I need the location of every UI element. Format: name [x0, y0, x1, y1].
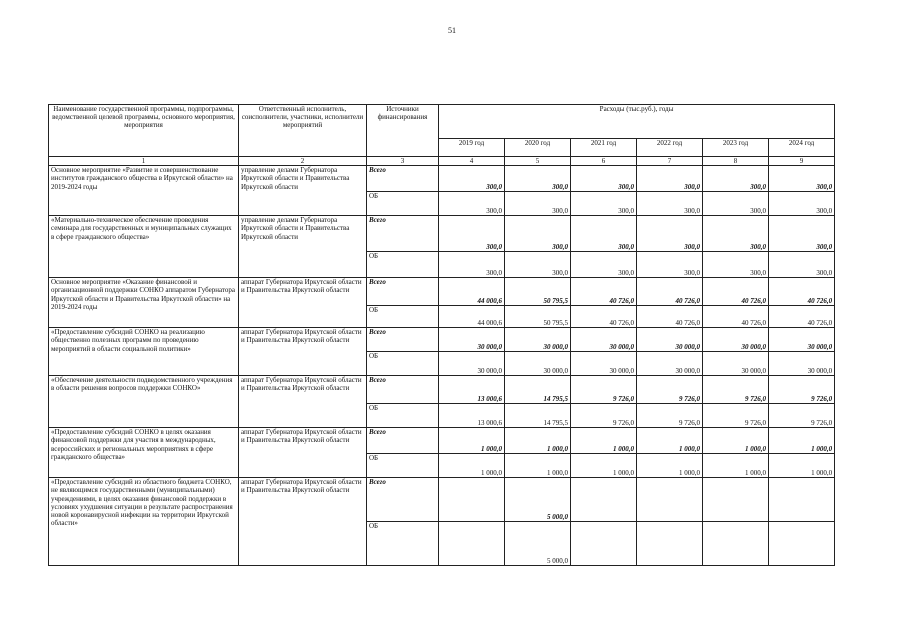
source-ob-label: ОБ [367, 306, 439, 328]
total-amount-cell: 40 726,0 [769, 278, 835, 306]
header-year: 2022 год [637, 139, 703, 157]
total-amount-cell: 50 795,5 [505, 278, 571, 306]
ob-amount-cell: 30 000,0 [505, 352, 571, 376]
table-row [49, 428, 835, 454]
total-amount-cell: 40 726,0 [571, 278, 637, 306]
total-amount-cell: 30 000,0 [703, 328, 769, 352]
measure-name: «Обеспечение деятельности подведомственного учреждения в области решения вопросов поддержки СОНКО» [49, 376, 239, 428]
ob-amount-cell: 30 000,0 [571, 352, 637, 376]
total-amount-cell [439, 478, 505, 522]
column-index: 8 [703, 157, 769, 166]
column-index: 9 [769, 157, 835, 166]
ob-amount-cell: 300,0 [769, 192, 835, 216]
total-amount-cell: 30 000,0 [571, 328, 637, 352]
ob-amount-cell: 300,0 [703, 252, 769, 278]
ob-amount-cell: 40 726,0 [769, 306, 835, 328]
ob-amount-cell: 1 000,0 [637, 454, 703, 478]
total-amount-cell: 300,0 [571, 166, 637, 192]
header-executor: Ответственный исполнитель, соисполнители, участники, исполнители мероприятий [239, 105, 367, 157]
total-amount-cell: 44 000,6 [439, 278, 505, 306]
total-amount-cell: 300,0 [637, 166, 703, 192]
source-ob-label: ОБ [367, 192, 439, 216]
source-total-label: Всего [367, 328, 439, 352]
executor-name: аппарат Губернатора Иркутской области и Правительства Иркутской области [239, 376, 367, 428]
ob-amount-cell: 30 000,0 [637, 352, 703, 376]
source-ob-label: ОБ [367, 454, 439, 478]
ob-amount-cell: 1 000,0 [439, 454, 505, 478]
ob-amount-cell: 300,0 [505, 252, 571, 278]
total-amount-cell: 300,0 [439, 166, 505, 192]
column-index: 4 [439, 157, 505, 166]
ob-amount-cell: 40 726,0 [637, 306, 703, 328]
table-row [49, 478, 835, 522]
ob-amount-cell: 1 000,0 [505, 454, 571, 478]
budget-table [48, 104, 835, 566]
ob-amount-cell: 9 726,0 [637, 404, 703, 428]
total-amount-cell: 1 000,0 [703, 428, 769, 454]
ob-amount-cell: 300,0 [439, 192, 505, 216]
table-row [49, 216, 835, 252]
ob-amount-cell: 300,0 [769, 252, 835, 278]
column-index: 1 [49, 157, 239, 166]
column-index: 7 [637, 157, 703, 166]
header-expenses: Расходы (тыс.руб.), годы [439, 105, 835, 139]
total-amount-cell: 30 000,0 [439, 328, 505, 352]
total-amount-cell: 1 000,0 [571, 428, 637, 454]
measure-name: «Предоставление субсидий СОНКО на реализацию общественно полезных программ по проведению мероприятий в области социальной политики» [49, 328, 239, 376]
total-amount-cell [637, 478, 703, 522]
ob-amount-cell: 9 726,0 [769, 404, 835, 428]
total-amount-cell: 9 726,0 [571, 376, 637, 404]
measure-name: «Материально-техническое обеспечение проведения семинара для государственных и муниципальных служащих в сфере гражданского общества» [49, 216, 239, 278]
ob-amount-cell: 300,0 [703, 192, 769, 216]
ob-amount-cell: 14 795,5 [505, 404, 571, 428]
ob-amount-cell: 40 726,0 [703, 306, 769, 328]
total-amount-cell: 40 726,0 [703, 278, 769, 306]
header-year: 2020 год [505, 139, 571, 157]
ob-amount-cell: 300,0 [637, 192, 703, 216]
ob-amount-cell [769, 522, 835, 566]
total-amount-cell: 1 000,0 [769, 428, 835, 454]
source-total-label: Всего [367, 428, 439, 454]
ob-amount-cell: 44 000,6 [439, 306, 505, 328]
total-amount-cell [769, 478, 835, 522]
header-year: 2021 год [571, 139, 637, 157]
header-name: Наименование государственной программы, подпрограммы, ведомственной целевой программы, основного мероприятия, мероприятия [49, 105, 239, 157]
header-year: 2023 год [703, 139, 769, 157]
total-amount-cell: 300,0 [703, 166, 769, 192]
source-total-label: Всего [367, 278, 439, 306]
table-row [49, 376, 835, 404]
table-row [49, 328, 835, 352]
executor-name: аппарат Губернатора Иркутской области и Правительства Иркутской области [239, 328, 367, 376]
total-amount-cell: 5 000,0 [505, 478, 571, 522]
ob-amount-cell [571, 522, 637, 566]
column-index: 3 [367, 157, 439, 166]
total-amount-cell: 1 000,0 [439, 428, 505, 454]
total-amount-cell: 30 000,0 [769, 328, 835, 352]
source-ob-label: ОБ [367, 352, 439, 376]
ob-amount-cell [439, 522, 505, 566]
header-source: Источники финансирования [367, 105, 439, 157]
ob-amount-cell [637, 522, 703, 566]
total-amount-cell [571, 478, 637, 522]
executor-name: аппарат Губернатора Иркутской области и Правительства Иркутской области [239, 278, 367, 328]
ob-amount-cell: 30 000,0 [769, 352, 835, 376]
total-amount-cell: 9 726,0 [637, 376, 703, 404]
header-year: 2019 год [439, 139, 505, 157]
ob-amount-cell [703, 522, 769, 566]
header-year: 2024 год [769, 139, 835, 157]
total-amount-cell: 13 000,6 [439, 376, 505, 404]
source-ob-label: ОБ [367, 404, 439, 428]
ob-amount-cell: 5 000,0 [505, 522, 571, 566]
page-number: 51 [448, 26, 456, 35]
total-amount-cell: 300,0 [439, 216, 505, 252]
ob-amount-cell: 40 726,0 [571, 306, 637, 328]
total-amount-cell: 40 726,0 [637, 278, 703, 306]
ob-amount-cell: 9 726,0 [571, 404, 637, 428]
ob-amount-cell: 50 795,5 [505, 306, 571, 328]
executor-name: управление делами Губернатора Иркутской области и Правительства Иркутской области [239, 166, 367, 216]
ob-amount-cell: 300,0 [439, 252, 505, 278]
measure-name: Основное мероприятие «Оказание финансовой и организационной поддержки СОНКО аппаратом Губернатора Иркутской области и Правительства Иркутской области» на 2019-2024 годы [49, 278, 239, 328]
source-total-label: Всего [367, 478, 439, 522]
source-total-label: Всего [367, 376, 439, 404]
total-amount-cell: 9 726,0 [769, 376, 835, 404]
total-amount-cell: 14 795,5 [505, 376, 571, 404]
executor-name: аппарат Губернатора Иркутской области и Правительства Иркутской области [239, 478, 367, 566]
ob-amount-cell: 300,0 [571, 252, 637, 278]
total-amount-cell: 300,0 [505, 216, 571, 252]
executor-name: управление делами Губернатора Иркутской области и Правительства Иркутской области [239, 216, 367, 278]
table-row [49, 278, 835, 306]
ob-amount-cell: 1 000,0 [769, 454, 835, 478]
total-amount-cell: 1 000,0 [505, 428, 571, 454]
total-amount-cell: 1 000,0 [637, 428, 703, 454]
source-total-label: Всего [367, 216, 439, 252]
measure-name: «Предоставление субсидий из областного бюджета СОНКО, не являющимся государственными (муниципальными) учреждениями, в целях оказания финансовой поддержки в условиях ухудшения ситуации в результате распространения новой коронавирусной инфекции на территории Иркутской области» [49, 478, 239, 566]
measure-name: Основное мероприятие «Развитие и совершенствование институтов гражданского общества в Иркутской области» на 2019-2024 годы [49, 166, 239, 216]
total-amount-cell: 300,0 [769, 216, 835, 252]
measure-name: «Предоставление субсидий СОНКО в целях оказания финансовой поддержки для участия в международных, всероссийских и региональных мероприятиях в сфере гражданского общества» [49, 428, 239, 478]
total-amount-cell: 300,0 [637, 216, 703, 252]
ob-amount-cell: 30 000,0 [703, 352, 769, 376]
total-amount-cell: 300,0 [505, 166, 571, 192]
ob-amount-cell: 300,0 [505, 192, 571, 216]
ob-amount-cell: 300,0 [571, 192, 637, 216]
column-index: 6 [571, 157, 637, 166]
total-amount-cell: 300,0 [703, 216, 769, 252]
total-amount-cell: 30 000,0 [505, 328, 571, 352]
ob-amount-cell: 1 000,0 [703, 454, 769, 478]
total-amount-cell: 300,0 [769, 166, 835, 192]
column-index: 5 [505, 157, 571, 166]
ob-amount-cell: 9 726,0 [703, 404, 769, 428]
source-ob-label: ОБ [367, 252, 439, 278]
ob-amount-cell: 30 000,0 [439, 352, 505, 376]
total-amount-cell: 300,0 [571, 216, 637, 252]
ob-amount-cell: 13 000,6 [439, 404, 505, 428]
source-total-label: Всего [367, 166, 439, 192]
executor-name: аппарат Губернатора Иркутской области и Правительства Иркутской области [239, 428, 367, 478]
ob-amount-cell: 300,0 [637, 252, 703, 278]
total-amount-cell: 9 726,0 [703, 376, 769, 404]
total-amount-cell [703, 478, 769, 522]
table-row [49, 166, 835, 192]
ob-amount-cell: 1 000,0 [571, 454, 637, 478]
column-index: 2 [239, 157, 367, 166]
source-ob-label: ОБ [367, 522, 439, 566]
total-amount-cell: 30 000,0 [637, 328, 703, 352]
